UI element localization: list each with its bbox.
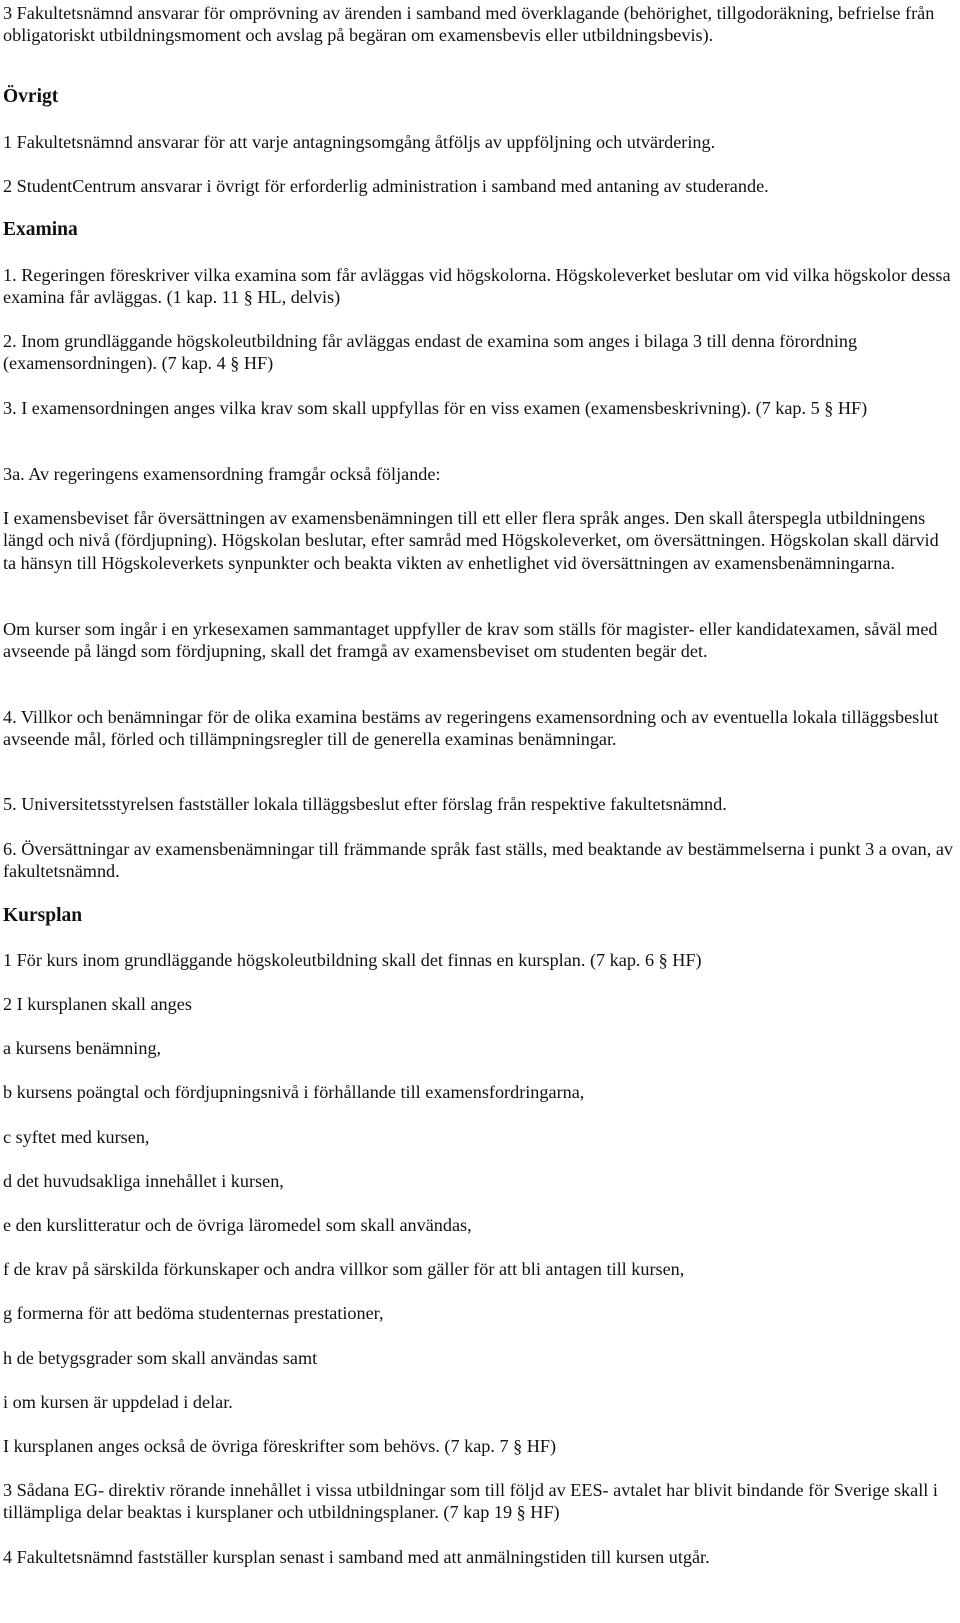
paragraph-kursplan-1: 1 För kurs inom grundläggande högskoleutbildning skall det finnas en kursplan. (7 kap. 6 § HF) <box>3 950 702 970</box>
paragraph-kursplan-3: I kursplanen anges också de övriga föreskrifter som behövs. (7 kap. 7 § HF) <box>3 1436 557 1456</box>
heading-ovrigt: Övrigt <box>3 86 59 107</box>
paragraph-examina-6: 6. Översättningar av examensbenämningar till främmande språk fast ställs, med beaktande av bestämmelserna i punkt 3 a ovan, av fakultetsnämnd. <box>3 839 953 882</box>
paragraph-examina-3: 3. I examensordningen anges vilka krav som skall uppfyllas för en viss examen (examensbeskrivning). (7 kap. 5 § HF) <box>3 398 868 418</box>
list-item-i: i om kursen är uppdelad i delar. <box>3 1392 233 1412</box>
paragraph-ovrigt-1: 1 Fakultetsnämnd ansvarar för att varje antagningsomgång åtföljs av uppföljning och utvärdering. <box>3 132 716 152</box>
list-item-f: f de krav på särskilda förkunskaper och andra villkor som gäller för att bli antagen till kursen, <box>3 1259 685 1279</box>
paragraph-examina-5: 5. Universitetsstyrelsen fastställer lokala tilläggsbeslut efter förslag från respektive fakultetsnämnd. <box>3 794 727 814</box>
list-item-a: a kursens benämning, <box>3 1038 162 1058</box>
paragraph-ovrigt-2: 2 StudentCentrum ansvarar i övrigt för erforderlig administration i samband med antaning av studerande. <box>3 176 769 196</box>
paragraph-kursplan-eg: 3 Sådana EG- direktiv rörande innehållet i vissa utbildningar som till följd av EES- avtalet har blivit bindande för Sverige skall i tillämpliga delar beaktas i kursplaner och utbildningsplaner. (7 kap 19 § HF) <box>3 1480 938 1523</box>
list-item-h: h de betygsgrader som skall användas samt <box>3 1348 318 1368</box>
list-item-e: e den kurslitteratur och de övriga läromedel som skall användas, <box>3 1215 472 1235</box>
paragraph-examina-3a: 3a. Av regeringens examensordning framgår också följande: <box>3 464 441 484</box>
paragraph-examina-2: 2. Inom grundläggande högskoleutbildning får avläggas endast de examina som anges i bilaga 3 till denna förordning (examensordningen). (7 kap. 4 § HF) <box>3 331 858 374</box>
paragraph-examina-translation: I examensbeviset får översättningen av examensbenämningen till ett eller flera språk anges. Den skall återspegla utbildningens längd och nivå (fördjupning). Högskolan beslutar, efter samråd med Högskoleverket, om översättningen. Högskolan skall därvid ta hänsyn till Högskoleverkets synpunkter och beakta vikten av enhetlighet vid översättningen av examensbenämningarna. <box>3 508 939 573</box>
list-item-g: g formerna för att bedöma studenternas prestationer, <box>3 1303 384 1323</box>
heading-examina: Examina <box>3 219 78 240</box>
paragraph-kursplan-2: 2 I kursplanen skall anges <box>3 994 192 1014</box>
paragraph-top-1: 3 Fakultetsnämnd ansvarar för omprövning av ärenden i samband med överklagande (behörighet, tillgodoräkning, befrielse från obligatoriskt utbildningsmoment och avslag på begäran om examensbevis eller utbildningsbevis). <box>3 3 935 46</box>
paragraph-examina-4: 4. Villkor och benämningar för de olika examina bestäms av regeringens examensordning och av eventuella lokala tilläggsbeslut avseende mål, förled och tillämpningsregler till de generella examinas benämningar. <box>3 707 939 750</box>
paragraph-kursplan-4: 4 Fakultetsnämnd fastställer kursplan senast i samband med att anmälningstiden till kursen utgår. <box>3 1547 710 1567</box>
list-item-d: d det huvudsakliga innehållet i kursen, <box>3 1171 284 1191</box>
heading-kursplan: Kursplan <box>3 905 83 926</box>
paragraph-examina-courses: Om kurser som ingår i en yrkesexamen sammantaget uppfyller de krav som ställs för magister- eller kandidatexamen, såväl med avseende på längd som fördjupning, skall det framgå av examensbeviset om studenten begär det. <box>3 619 938 662</box>
list-item-c: c syftet med kursen, <box>3 1127 150 1147</box>
paragraph-examina-1: 1. Regeringen föreskriver vilka examina som får avläggas vid högskolorna. Högskoleverket beslutar om vid vilka högskolor dessa examina får avläggas. (1 kap. 11 § HL, delvis) <box>3 265 951 308</box>
list-item-b: b kursens poängtal och fördjupningsnivå i förhållande till examensfordringarna, <box>3 1082 585 1102</box>
